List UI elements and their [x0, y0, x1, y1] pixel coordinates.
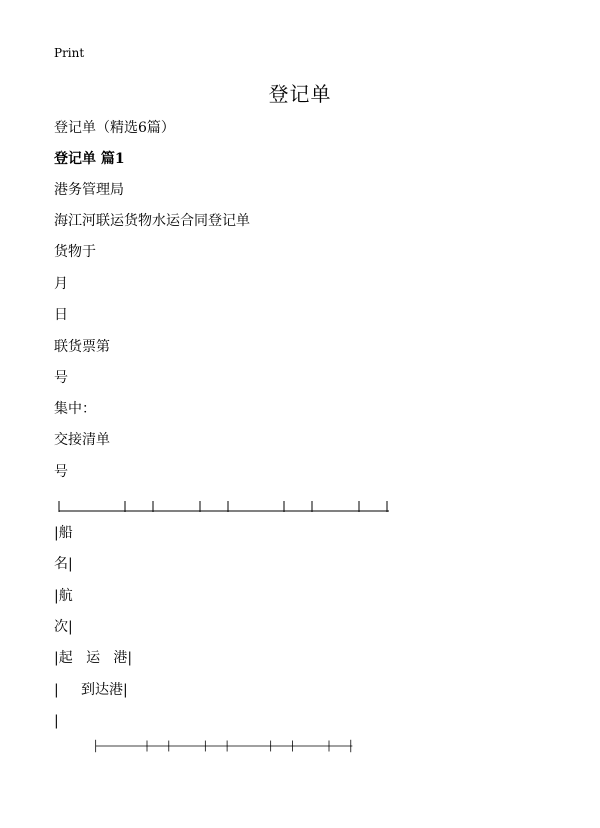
text-line: 海江河联运货物水运合同登记单: [54, 213, 250, 229]
table-line: |: [54, 713, 59, 729]
print-link[interactable]: Print: [54, 46, 85, 60]
text-line: 号: [54, 464, 68, 480]
text-line: 月: [54, 276, 68, 292]
text-line: 货物于: [54, 244, 96, 260]
text-line: 联货票第: [54, 339, 110, 355]
page-title: 登记单: [268, 82, 332, 106]
table-border-top: [58, 498, 390, 512]
text-line: 日: [54, 307, 68, 323]
table-line: |船: [54, 525, 73, 541]
text-line: 号: [54, 370, 68, 386]
table-line: | 到达港|: [54, 682, 128, 698]
text-line: 集中：: [54, 401, 96, 417]
table-border-bottom: [58, 739, 390, 753]
intro-line: 登记单（精选6篇）: [54, 120, 175, 136]
text-line: 交接清单: [54, 432, 110, 448]
table-line: 名|: [54, 556, 73, 572]
table-line: |起 运 港|: [54, 650, 133, 666]
section-heading: 登记单 篇1: [54, 151, 125, 167]
table-line: 次|: [54, 619, 73, 635]
table-line: |航: [54, 588, 73, 604]
text-line: 港务管理局: [54, 182, 124, 198]
